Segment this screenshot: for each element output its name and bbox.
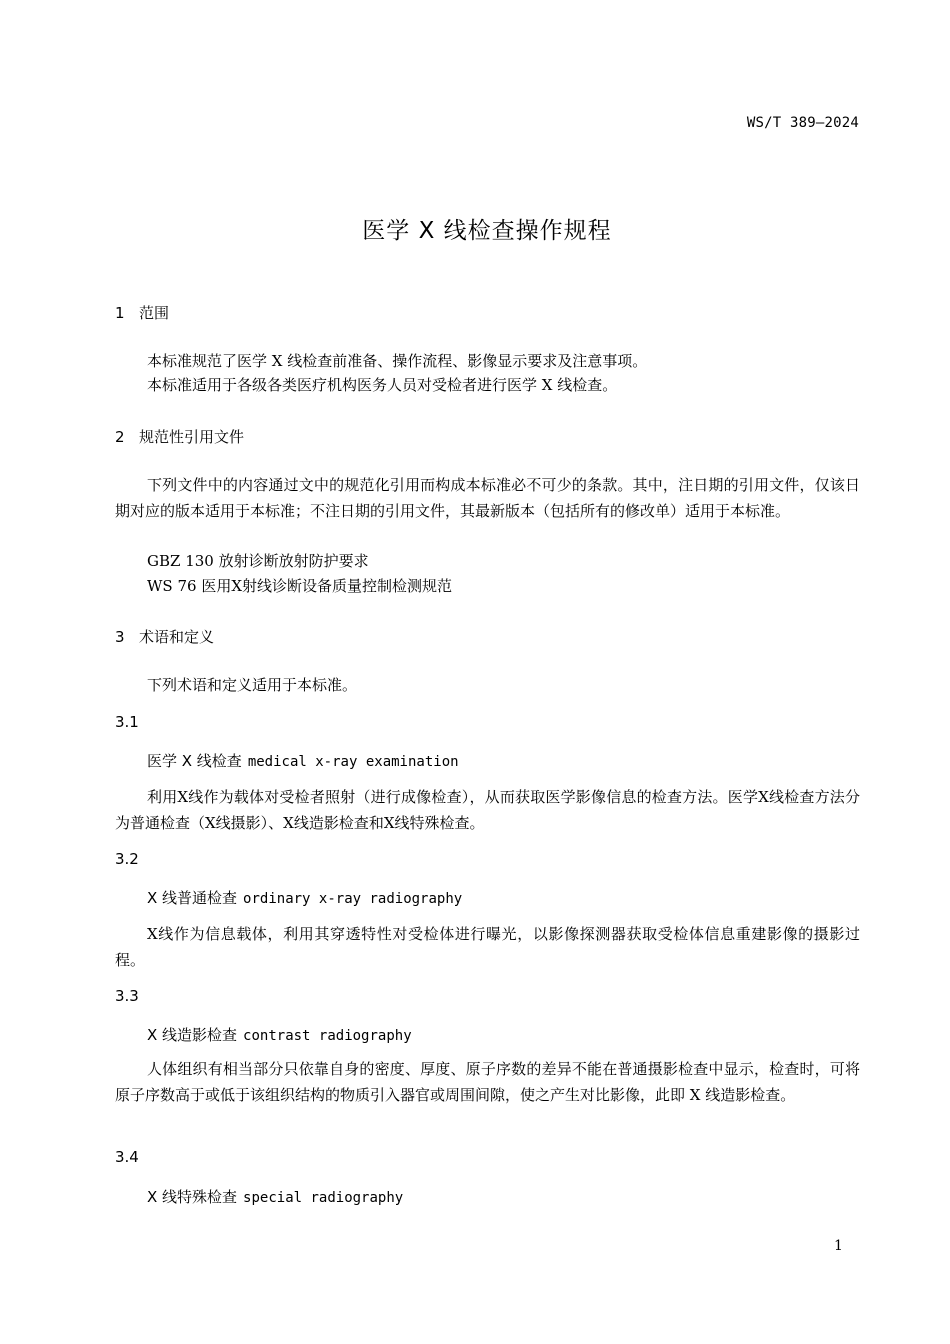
term-en: special radiography (243, 1190, 404, 1206)
term-en: medical x-ray examination (247, 754, 459, 770)
standard-code: WS/T 389—2024 (746, 115, 859, 131)
term-number: 3.1 (115, 713, 139, 731)
paragraph: 本标准规范了医学 X 线检查前准备、操作流程、影像显示要求及注意事项。 (147, 352, 648, 370)
term-number: 3.4 (115, 1148, 139, 1166)
term-number: 3.3 (115, 987, 139, 1005)
term-cn: 医学 X 线检查 (147, 752, 242, 770)
section-title: 规范性引用文件 (139, 428, 245, 446)
section-title: 术语和定义 (139, 628, 215, 646)
term-definition: 人体组织有相当部分只依靠自身的密度、厚度、原子序数的差异不能在普通摄影检查中显示，检查时，可将原子序数高于或低于该组织结构的物质引入器官或周围间隙，使之产生对比影像，此即 X 线造影检查。 (115, 1060, 860, 1104)
paragraph: 本标准适用于各级各类医疗机构医务人员对受检者进行医学 X 线检查。 (147, 376, 618, 394)
page-number: 1 (834, 1238, 843, 1254)
section-title: 范围 (139, 304, 170, 322)
section-2-heading (115, 426, 244, 447)
term-cn: X 线造影检查 (147, 1026, 238, 1044)
section-number: 1 (115, 304, 125, 322)
section-number: 3 (115, 628, 125, 646)
paragraph: 下列文件中的内容通过文中的规范化引用而构成本标准必不可少的条款。其中，注日期的引用文件，仅该日期对应的版本适用于本标准；不注日期的引用文件，其最新版本（包括所有的修改单）适用于本标准。 (115, 476, 860, 520)
reference-item: GBZ 130 放射诊断放射防护要求 (147, 552, 369, 570)
term-definition: X线作为信息载体，利用其穿透特性对受检体进行曝光，以影像探测器获取受检体信息重建影像的摄影过程。 (115, 925, 860, 969)
term-en: contrast radiography (243, 1028, 412, 1044)
page-title: 医学 X 线检查操作规程 (362, 218, 612, 244)
section-3-heading (115, 626, 214, 647)
section-number: 2 (115, 428, 125, 446)
term-cn: X 线特殊检查 (147, 1188, 238, 1206)
term-heading (147, 1186, 403, 1207)
section-1-heading (115, 302, 169, 323)
term-cn: X 线普通检查 (147, 889, 238, 907)
term-definition: 利用X线作为载体对受检者照射（进行成像检查），从而获取医学影像信息的检查方法。医学X线检查方法分为普通检查（X线摄影）、X线造影检查和X线特殊检查。 (115, 788, 860, 832)
term-heading (147, 887, 462, 908)
term-heading (147, 750, 459, 771)
term-heading (147, 1024, 412, 1045)
paragraph: 下列术语和定义适用于本标准。 (147, 676, 358, 694)
term-number: 3.2 (115, 850, 139, 868)
term-en: ordinary x-ray radiography (243, 891, 463, 907)
reference-item: WS 76 医用X射线诊断设备质量控制检测规范 (147, 577, 452, 595)
